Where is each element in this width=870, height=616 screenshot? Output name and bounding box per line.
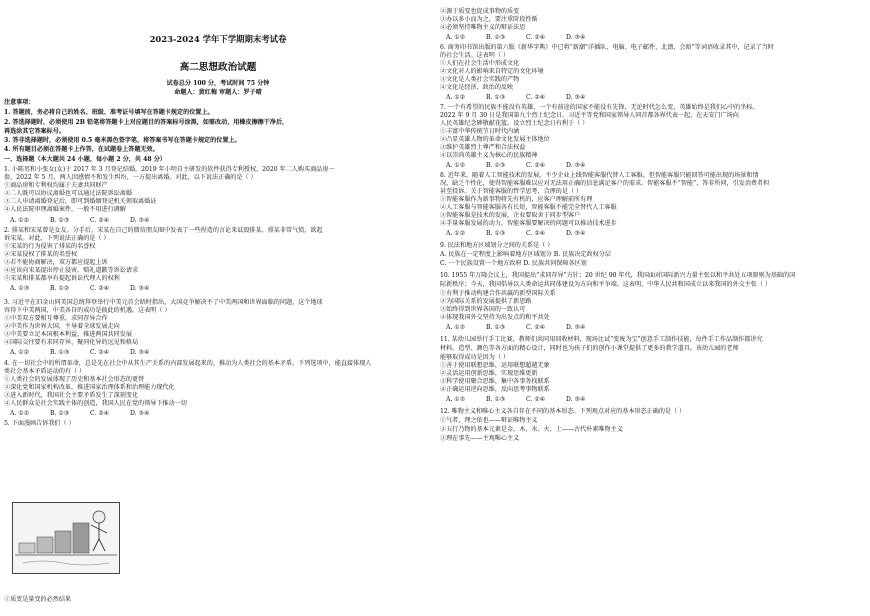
answer-option: A. ①②: [446, 324, 466, 331]
right-q10-2-line: ①有利于推动构建合作共赢的新型国际关系: [440, 290, 556, 297]
left-notices-3-line: 3. 答非选择题时，必须使用 0.5 毫米黑色签字笔，将答案书写在答题卡规定的位置上。: [4, 137, 241, 144]
right-q8-0-line: 8. 近年来，随着人工智能技术的发展，不少企业上线智能客服代替人工客服。但智能客服只能回答可能出现的场景和情: [440, 172, 759, 179]
answer-option: C. ②④: [526, 324, 546, 331]
answer-option: B. ①③: [486, 324, 506, 331]
right-q8-1-line: 况，缺乏个性化，使得智能客服难以应对无法用正确的信息满足客户的需求。智能客服不“智能”，答非所问，引发消费者担: [440, 180, 770, 187]
left-q1-0-line: 1. 小陈男和小张女(女)于 2017 年 3 月登记结婚，2019 年小明自主研发的软件获得专利授权，2020 年二人购买商品房一: [4, 166, 335, 173]
right-q8-2-line: 甚至投诉。关于智能客服的哲学思考，合理的是（ ）: [440, 188, 583, 195]
left-q1-4-line: ③二人申请离婚登记后，即可到婚姻登记机关领取离婚证: [4, 198, 157, 205]
left-q4-1-line: 类社会基本矛盾运动的有（ ）: [4, 368, 86, 375]
answer-option: D. ③④: [566, 94, 586, 101]
right-q12-0-line: 12. 唯物主义和唯心主义各自存在不同的基本形态。下列观点对应的基本形态正确的是（ ）: [440, 408, 686, 415]
left-q4-0-line: 4. 在一切社会中的所谓革命，总是先在社会中从其生产关系的内部发展起来的，推动为人类社会的基本矛盾。下列选项中，能直接体现人: [4, 360, 372, 367]
left-q2-2-line: ①宋某的行为侵害了排某的名誉权: [4, 243, 96, 250]
right-q12-1-line: ①气者，理之依也——辩证唯物主义: [440, 417, 538, 424]
answer-option: D. ③④: [566, 396, 586, 403]
right-top-2-line: ④必须坚持唯物主义的辩证法思: [440, 24, 526, 31]
answer-option: B. ①③: [486, 396, 506, 403]
left-q1-opts-options: [4, 217, 170, 225]
left-q5-first-line: ①质变是量变的必然结果: [4, 596, 72, 603]
left-q3-2-line: ①中美双方要相互尊重，求同存异合作: [4, 315, 108, 322]
right-q10-5-line: ④体现我国外交坚持为出发点的和平共处: [440, 314, 550, 321]
right-q6-5-line: ④文化是经济、政治的反映: [440, 84, 514, 91]
answer-option: C. ②④: [526, 162, 546, 169]
right-q8-5-line: ③智能客服是技术的发展，企业要取舍于同步型客户: [440, 212, 581, 219]
left-q2-1-line: 诉宋某。对此，下列说法正确的是（ ）: [4, 235, 110, 242]
left-q5-line: 5. 下面漫画告诉我们（ ）: [4, 420, 75, 427]
right-q6-3-line: ②文化对人的影响来自特定的文化环境: [440, 68, 544, 75]
left-q1-3-line: ②二人既可以协议离婚也可以通过法院诉讼离婚: [4, 190, 132, 197]
left-q1-5-line: ④人民法院审理离婚案件，一般不用进行调解: [4, 206, 126, 213]
answer-option: A. ①②: [446, 396, 466, 403]
answer-option: C. ②④: [526, 396, 546, 403]
right-q6-2-line: ①人们在社会生活中形成文化: [440, 60, 520, 67]
left-q3-opts-options: [4, 349, 170, 357]
right-q10-3-line: ②为国际关系的发展提供了新思路: [440, 298, 532, 305]
left-notices-0-line: 1. 答题前，务必将自己的姓名、班级、准考证号填写在答题卡规定的位置上。: [4, 109, 214, 116]
right-q11-2-line: 能够取得成功是因为（ ）: [440, 354, 509, 361]
answer-option: C. ②④: [526, 34, 546, 41]
right-q7-0-line: 7. 一个有希望的民族不能没有英雄，一个有前途的国家不能没有先锋，无论时代怎么变，英雄始终是我们心中的坐标。: [440, 104, 759, 111]
answer-option: B. ①③: [50, 410, 70, 417]
right-top-1-line: ③办以多小而为之，要注重阶段性渐: [440, 16, 538, 23]
left-q4-2-line: ①人类社会的发展体现了历史和基本社会形态的更替: [4, 376, 145, 383]
answer-option: A. ①②: [10, 349, 30, 356]
left-q4-3-line: ②深化党和国家机构改革，推进国家治理体系和治理能力现代化: [4, 384, 175, 391]
right-q11-3-line: ①善于使用联想思维，运用联想超越无象: [440, 362, 550, 369]
answer-option: D. ③④: [566, 230, 586, 237]
answer-option: A. ①②: [446, 230, 466, 237]
answer-option: C. ②④: [526, 230, 546, 237]
left-q2-0-line: 2. 排某和宋某曾是女友。分手后，宋某在自己的微信朋友圈中发表了一些捏造的言论来诋毁排某。排某非常气愤，欲起: [4, 227, 323, 234]
left-q2-opts-options: [4, 285, 170, 293]
answer-option: A. ①②: [446, 94, 466, 101]
answer-option: D. ③④: [130, 349, 150, 356]
right-q7-1-line: 2022 年 9 月 30 日是我国第九个烈士纪念日，习近平等党和国家领导人同首都各界代表一起，在天安门广场向: [440, 112, 739, 119]
answer-option: D. ③④: [130, 410, 150, 417]
answer-option: B. ①③: [50, 217, 70, 224]
answer-option: C. ②④: [90, 217, 110, 224]
right-q8-opts-options: [440, 230, 606, 238]
left-q4-opts-options: [4, 410, 170, 418]
left-q2-5-line: ④应该向宋某提出停止侵害、赔礼道歉等诉讼请求: [4, 267, 139, 274]
right-q6-opts-options: [440, 94, 606, 102]
right-q6-0-line: 6. 商务印书馆出版的第六版《新华字典》中已将“新潮”洋插队、电脑、电子邮件、北漂、会晤”等词语收录其中，记录了当时: [440, 44, 774, 51]
left-q2-3-line: ②宋某侵权了排某的名誉权: [4, 251, 78, 258]
right-q7-opts-options: [440, 162, 606, 170]
answer-option: B. ①③: [486, 34, 506, 41]
answer-option: A. ①②: [446, 162, 466, 169]
left-q1-1-line: 套，2022 年 5 月，两人因感情不和发生纠纷，一方提出离婚。对此，以下说法正确的是（ ）: [4, 174, 257, 181]
right-q11-0-line: 11. 某幼儿园举行手工比赛，教师们共同用回收材料，现场比试“变废为宝”创意手工制作技能，每件手工作品制作都讲究: [440, 336, 763, 343]
answer-option: C. ②④: [90, 410, 110, 417]
left-q4-4-line: ③进入新时代，我国社会主要矛盾发生了深刻变化: [4, 392, 139, 399]
answer-option: A. ①②: [10, 217, 30, 224]
answer-option: C. ②④: [90, 349, 110, 356]
left-section-line: 一、选择题（本大题共 24 小题，每小题 2 分，共 48 分）: [4, 156, 166, 163]
right-q6-1-line: 的社会生活。这表明（ ）: [440, 52, 509, 59]
right-column: [440, 0, 866, 616]
left-subtitle-line: 高二思想政治试题: [179, 62, 257, 73]
right-q10-0-line: 10. 1955 年万隆会议上，我国提出“求同存异”方针；20 世纪 90 年代，我国面对国际新兴力量主张以和平共处五项原则为基础的国: [440, 272, 796, 279]
cartoon-drawing: [13, 503, 119, 573]
left-q3-5-line: ④国际交往要有求同存异、聚同化异的远见和格局: [4, 339, 139, 346]
right-q8-3-line: ①智能客服作为新事物将先有机的，应客户理解前所有理: [440, 196, 593, 203]
right-q7-3-line: ①丰富中华传统节日时代内涵: [440, 128, 520, 135]
left-notices-2-line: 再选涂其它答案标号。: [4, 128, 65, 135]
right-q10-4-line: ③始终得到世界各国的一致认可: [440, 306, 526, 313]
left-q1-2-line: ①商品房和专利权均属于夫妻共同财产: [4, 182, 108, 189]
answer-option: D. ③④: [566, 324, 586, 331]
left-exam-info-line: 试卷总分 100 分，考试时间 75 分钟: [166, 80, 270, 87]
left-authors-line: 命题人：黄红梅 审题人：罗子晴: [174, 89, 262, 96]
right-q9-0-line: 9. 民法和地方区域划分之间的关系是（ ）: [440, 242, 554, 249]
right-q8-6-line: ④手量客服发展的动力，智能客服要解决的问题可以推动技术进步: [440, 220, 617, 227]
answer-option: B. ①③: [486, 94, 506, 101]
right-q9-2-line: C. 一个民族设置一个地方政府 D. 民族共同保障各区划: [440, 260, 587, 267]
right-top-0-line: ②源于质变也促成事物的质变: [440, 8, 520, 15]
answer-option: B. ①③: [486, 230, 506, 237]
answer-option: B. ①③: [486, 162, 506, 169]
left-notices-1-line: 2. 答选择题时，必须使用 2B 铅笔将答题卡上对应题目的答案标号涂黑，如需改动，用橡皮擦擦干净后，: [4, 119, 289, 126]
left-notices-4-line: 4. 所有题目必须在答题卡上作答，在试题卷上答题无效。: [4, 146, 159, 153]
right-q11-4-line: ②灵活运用创新思维，实现思维更新: [440, 370, 538, 377]
left-q3-1-line: 容得下中美两国，中美各自的成功是彼此的机遇。这表明（ ）: [4, 307, 171, 314]
left-notice-heading-line: 注意事项：: [4, 99, 35, 106]
right-q11-5-line: ③科学使用聚合思维，集中各事务找联系: [440, 378, 550, 385]
right-q7-4-line: ②凸显英雄人物的革命文化发展主体地位: [440, 136, 550, 143]
answer-option: D. ③④: [566, 162, 586, 169]
left-q4-5-line: ④人民群众是社会实践主体的创造，我国人民在党的领导下推动一切: [4, 400, 187, 407]
right-q8-4-line: ②人工客服与智能客服各有长短，智能客服不能完全替代人工客服: [440, 204, 617, 211]
answer-option: A. ①②: [10, 410, 30, 417]
answer-option: C. ②④: [90, 285, 110, 292]
right-q9-1-line: A. 民族在一定程度上影响着地方区域划分 B. 民族决定政权分层: [440, 251, 611, 258]
right-q11-opts-options: [440, 396, 606, 404]
right-q12-3-line: ③理在事先——主观唯心主义: [440, 435, 520, 442]
answer-option: A. ①③: [10, 285, 30, 292]
right-q10-1-line: 际新秩序；今天，我国倡导以人类命运共同体建设为方向和平争端。这表明，中华人民共和国成立以来我国的外交主张（ ）: [440, 281, 771, 288]
answer-option: B. ①③: [50, 349, 70, 356]
right-q6-4-line: ③文化是人类社会实践的产物: [440, 76, 520, 83]
right-q11-6-line: ④正确运用逆向思维，反向思考事物联系: [440, 386, 550, 393]
left-q3-3-line: ②中美作为世界大国，主导着全球发展走向: [4, 323, 120, 330]
right-q7-2-line: 人民英雄纪念碑敬献花篮。设立烈士纪念日有利于（ ）: [440, 120, 589, 127]
left-q3-4-line: ③中美要立足本国根本利益，推进两国共同发展: [4, 331, 132, 338]
answer-option: D. ③④: [130, 217, 150, 224]
right-q12-2-line: ②五行乃物的基本元素是金、木、水、火、土——古代朴素唯物主义: [440, 426, 623, 433]
left-q3-0-line: 3. 习近平在旧金山同美国总统拜登举行中美元首会晤时指出，大国竞争解决不了中美两国和世界面临的问题，这个地球: [4, 299, 323, 306]
right-top-opts-options: [440, 34, 606, 42]
answer-option: C. ②④: [526, 94, 546, 101]
answer-option: D. ③④: [566, 34, 586, 41]
right-q7-6-line: ④以崇尚英雄主义为核心的民族精神: [440, 152, 538, 159]
right-q7-5-line: ③维护英雄烈士尊严和合法权益: [440, 144, 526, 151]
left-title-line: 2023-2024 学年下学期期末考试卷: [149, 34, 287, 44]
answer-option: D. ③④: [130, 285, 150, 292]
right-q10-opts-options: [440, 324, 606, 332]
right-q11-1-line: 材料、造型、颜色等各方面的精心设计，同时也为孩子们的创作小课堂提供了更多的教学道具。该幼儿园的老师: [440, 345, 739, 352]
left-q2-6-line: ⑤宋某和排某都享有提起诉讼代理人的权利: [4, 275, 120, 282]
answer-option: A. ①②: [446, 34, 466, 41]
cartoon-illustration: [12, 502, 120, 574]
left-q2-4-line: ③若不能协商解决，双方都应提起上诉: [4, 259, 108, 266]
answer-option: B. ①②: [50, 285, 70, 292]
